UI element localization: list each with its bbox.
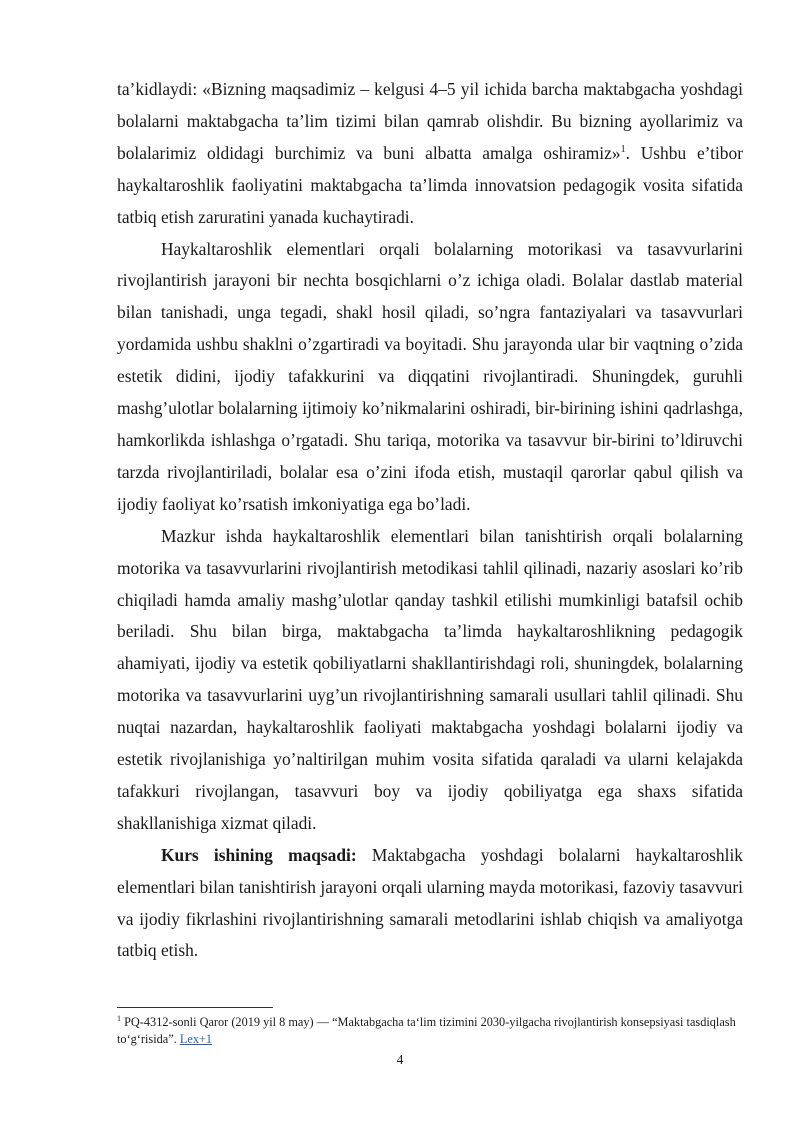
paragraph-text-tail: . Ushbu e’tibor haykaltaroshlik faoliyatini maktabgacha ta’limda innovatsion pedagogik vosita sifatida tatbiq etish zaruratini yanada kuchaytiradi.: [117, 142, 743, 227]
paragraph-text: Maktabgacha yoshdagi bolalarni haykaltaroshlik elementlari bilan tanishtirish jarayoni orqali ularning mayda motorikasi, fazoviy tasavvuri va ijodiy fikrlashini rivojlantirishning samarali metodlarini ishlab chiqish va amaliyotga tatbiq etish.: [117, 844, 743, 961]
paragraph-quote: [117, 74, 743, 234]
footnote-reference[interactable]: 1: [620, 143, 626, 155]
footnote-link[interactable]: Lex+1: [179, 1032, 213, 1046]
body-text: [117, 74, 743, 967]
paragraph-text: Haykaltaroshlik elementlari orqali bolalarning motorikasi va tasavvurlarini rivojlantirish jarayoni bir nechta bosqichlarni o’z ichiga oladi. Bolalar dastlab material bilan tanishadi, unga tegadi, shakl hosil qiladi, so’ngra fantaziyalari va tasavvurlari yordamida ushbu shaklni o’zgartiradi va boyitadi. Shu jarayonda ular bir vaqtning o’zida estetik didini, ijodiy tafakkurini va diqqatini rivojlantiradi. Shuningdek, guruhli mashg’ulotlar bolalarning ijtimoiy ko’nikmalarini oshiradi, bir-birining ishini qadrlashga, hamkorlikda ishlashga o’rgatadi. Shu tariqa, motorika va tasavvur bir-birini to’ldiruvchi tarzda rivojlantiriladi, bolalar esa o’zini ifoda etish, mustaqil qarorlar qabul qilish va ijodiy faoliyat ko’rsatish imkoniyatiga ega bo’ladi.: [117, 238, 743, 514]
footnote-number: 1: [117, 1014, 121, 1023]
paragraph-process: [117, 234, 743, 521]
footnote: [117, 1014, 747, 1048]
paragraph-goal: [117, 840, 743, 968]
footnote-text: PQ-4312-sonli Qaror (2019 yil 8 may) — “Maktabgacha ta‘lim tizimini 2030-yilgacha rivojlantirish konsepsiyasi tasdiqlash to‘g‘risida”.: [117, 1015, 736, 1046]
paragraph-text: Mazkur ishda haykaltaroshlik elementlari bilan tanishtirish orqali bolalarning motorika va tasavvurlarini rivojlantirish metodikasi tahlil qilinadi, nazariy asoslari ko’rib chiqiladi hamda amaliy mashg’ulotlar qanday tashkil etilishi mumkinligi batafsil ochib beriladi. Shu bilan birga, maktabgacha ta’limda haykaltaroshlikning pedagogik ahamiyati, ijodiy va estetik qobiliyatlarni shakllantirishdagi roli, shuningdek, bolalarning motorika va tasavvurlarini uyg’un rivojlantirishning samarali usullari tahlil qilinadi. Shu nuqtai nazardan, haykaltaroshlik faoliyati maktabgacha yoshdagi bolalarni ijodiy va estetik rivojlanishiga yo’naltirilgan muhim vosita sifatida qaraladi va ularni kelajakda tafakkuri rivojlangan, tasavvuri boy va ijodiy qobiliyatga ega shaxs sifatida shakllanishiga xizmat qiladi.: [117, 525, 743, 833]
page-number: 4: [396, 1052, 404, 1067]
paragraph-text: ta’kidlaydi: «Bizning maqsadimiz – kelgusi 4–5 yil ichida barcha maktabgacha yoshdagi bolalarni maktabgacha ta’lim tizimi bilan qamrab olishdir. Bu bizning ayollarimiz va bolalarimiz oldidagi burchimiz va buni albatta amalga oshiramiz»: [117, 79, 743, 163]
footnote-divider: [117, 1007, 273, 1008]
goal-label: Kurs ishining maqsadi:: [161, 844, 357, 865]
paragraph-methodology: [117, 521, 743, 840]
